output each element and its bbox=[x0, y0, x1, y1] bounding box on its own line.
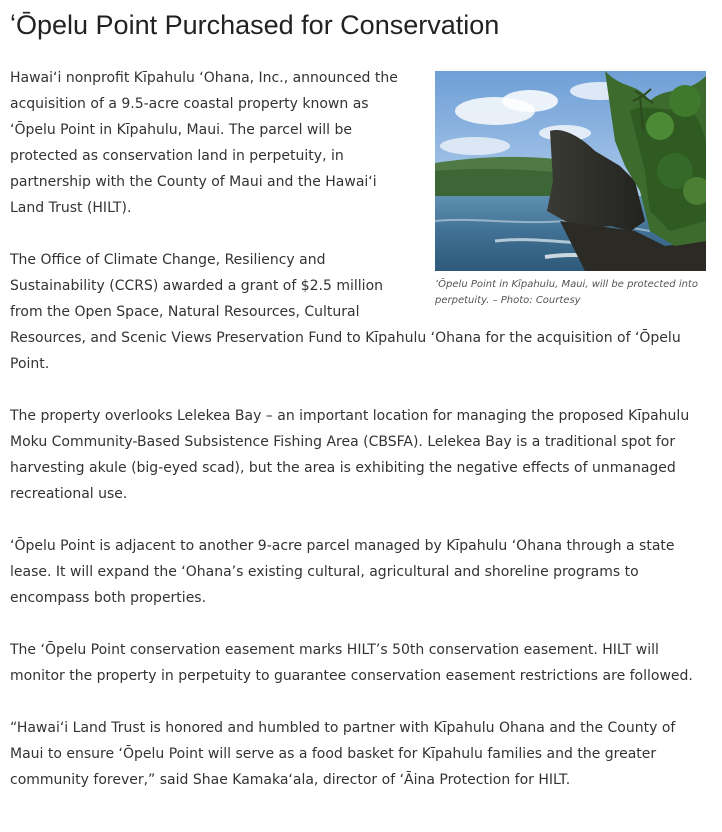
article-title: ʻŌpelu Point Purchased for Conservation bbox=[10, 10, 500, 40]
article-body bbox=[10, 65, 710, 819]
article-figure bbox=[435, 71, 706, 309]
paragraph: The ʻŌpelu Point conservation easement marks HILT’s 50th conservation easement. HILT will monitor the property in perpetuity to guarantee conservation easement restrictions are followed. bbox=[10, 642, 693, 684]
paragraph: The property overlooks Lelekea Bay – an important location for managing the proposed Kīpahulu Moku Community-Based Subsistence Fishing Area (CBSFA). Lelekea Bay is a traditional spot for harvesting akule (big-eyed scad), but the area is exhibiting the negative effects of unmanaged recreational use. bbox=[10, 408, 690, 502]
figure-caption: ʻŌpelu Point in Kīpahulu, Maui, will be protected into perpetuity. – Photo: Courtesy bbox=[435, 279, 698, 306]
paragraph: “Hawaiʻi Land Trust is honored and humbled to partner with Kīpahulu Ohana and the County of Maui to ensure ʻŌpelu Point will serve as a food basket for Kīpahulu families and the greater community forever,” said Shae Kamakaʻala, director of ʻĀina Protection for HILT. bbox=[10, 720, 676, 788]
paragraph: ʻŌpelu Point is adjacent to another 9-acre parcel managed by Kīpahulu ʻOhana through a state lease. It will expand the ʻOhana’s existing cultural, agricultural and shoreline programs to encompass both properties. bbox=[10, 538, 675, 606]
paragraph: Hawaiʻi nonprofit Kīpahulu ʻOhana, Inc., announced the acquisition of a 9.5-acre coastal property known as ʻŌpelu Point in Kīpahulu, Maui. The parcel will be protected as conservation land in perpetuity, in partnership with the County of Maui and the Hawaiʻi Land Trust (HILT). bbox=[10, 70, 398, 216]
paragraph: The Office of Climate Change, Resiliency and Sustainability (CCRS) awarded a grant of $2.5 million from the Open Space, Natural Resources, Cultural Resources, and Scenic Views Preservation Fund to Kīpahulu ʻOhana for the acquisition of ʻŌpelu Point. bbox=[10, 252, 681, 372]
coastline-photo[interactable] bbox=[435, 71, 706, 271]
